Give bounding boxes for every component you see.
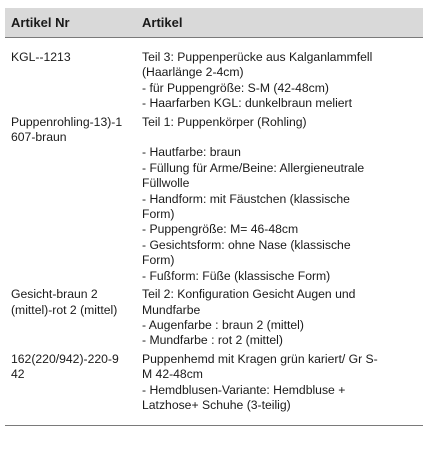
header-artikel: Artikel [142, 15, 183, 30]
artikel-cell: Puppenhemd mit Kragen grün kariert/ Gr S- M 42-48cm - Hemdblusen-Variante: Hemdbluse + Latzhose+ Schuhe (3-teilig) [142, 351, 378, 412]
artikel-nr-cell: Gesicht-braun 2 (mittel)-rot 2 (mittel) [11, 287, 118, 317]
artikel-nr-cell: 162(220/942)-220-9 42 [11, 351, 119, 382]
table-row [5, 287, 423, 349]
order-table [5, 8, 423, 416]
artikel-cell: Teil 2: Konfiguration Gesicht Augen und Mundfarbe - Augenfarbe : braun 2 (mittel) - Mundfarbe : rot 2 (mittel) [142, 287, 356, 348]
artikel-cell: Teil 1: Puppenkörper (Rohling) - Hautfarbe: braun - Füllung für Arme/Beine: Allergieneutrale Füllwolle - Handform: mit Fäustchen (klassische Form) - Puppengröße: M= 46-48cm - Gesichtsform: ohne Nase (klassische Form) - Fußform: Füße (klassische Form) [142, 114, 365, 283]
table-row [5, 352, 423, 414]
artikel-nr-cell: KGL--1213 [11, 50, 71, 64]
artikel-nr-cell: Puppenrohling-13)-1 607-braun [11, 114, 123, 145]
table-row [5, 50, 423, 112]
table-bottom-border [5, 425, 423, 426]
table-body [5, 38, 423, 413]
artikel-cell: Teil 3: Puppenperücke aus Kalganlammfell (Haarlänge 2-4cm) - für Puppengröße: S-M (42-48cm) - Haarfarben KGL: dunkelbraun meliert [142, 50, 373, 111]
table-row [5, 115, 423, 284]
header-artikel-nr: Artikel Nr [11, 15, 70, 30]
table-header [5, 8, 423, 38]
